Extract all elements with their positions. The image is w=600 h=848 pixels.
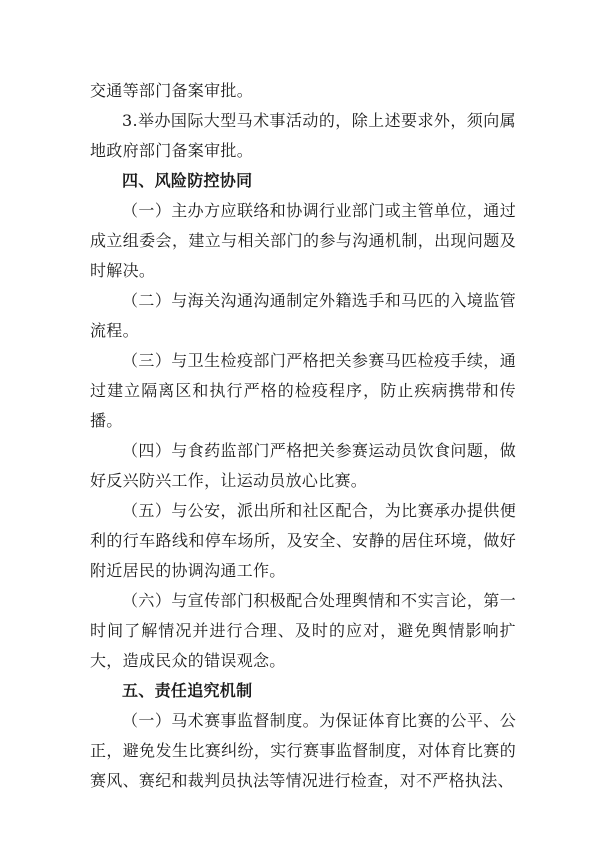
paragraph-accountability-1: （一）马术赛事监督制度。为保证体育比赛的公平、公正，避免发生比赛纠纷，实行赛事监督制度，对体育比赛的赛风、赛纪和裁判员执法等情况进行检查，对不严格执法、 <box>90 711 516 790</box>
paragraph-risk-5: （五）与公安，派出所和社区配合，为比赛承办提供便利的行车路线和停车场所，及安全、安静的居住环境，做好附近居民的协调沟通工作。 <box>90 501 516 580</box>
paragraph-continuation: 交通等部门备案审批。 <box>90 81 254 100</box>
paragraph-risk-6: （六）与宣传部门积极配合处理舆情和不实言论，第一时间了解情况并进行合理、及时的应对，避免舆情影响扩大，造成民众的错误观念。 <box>90 591 516 670</box>
paragraph-risk-3: （三）与卫生检疫部门严格把关参赛马匹检疫手续，通过建立隔离区和执行严格的检疫程序，防止疾病携带和传播。 <box>90 351 516 430</box>
section-heading-accountability: 五、责任追究机制 <box>122 681 253 700</box>
document-body <box>90 76 516 796</box>
paragraph-item-3: 3.举办国际大型马术事活动的，除上述要求外，须向属地政府部门备案审批。 <box>90 111 516 160</box>
paragraph-risk-2: （二）与海关沟通沟通制定外籍选手和马匹的入境监管流程。 <box>90 291 516 340</box>
section-heading-risk-control: 四、风险防控协同 <box>122 171 253 190</box>
paragraph-risk-1: （一）主办方应联络和协调行业部门或主管单位，通过成立组委会，建立与相关部门的参与沟通机制，出现问题及时解决。 <box>90 201 516 280</box>
paragraph-risk-4: （四）与食药监部门严格把关参赛运动员饮食问题，做好反兴防兴工作，让运动员放心比赛。 <box>90 441 516 490</box>
